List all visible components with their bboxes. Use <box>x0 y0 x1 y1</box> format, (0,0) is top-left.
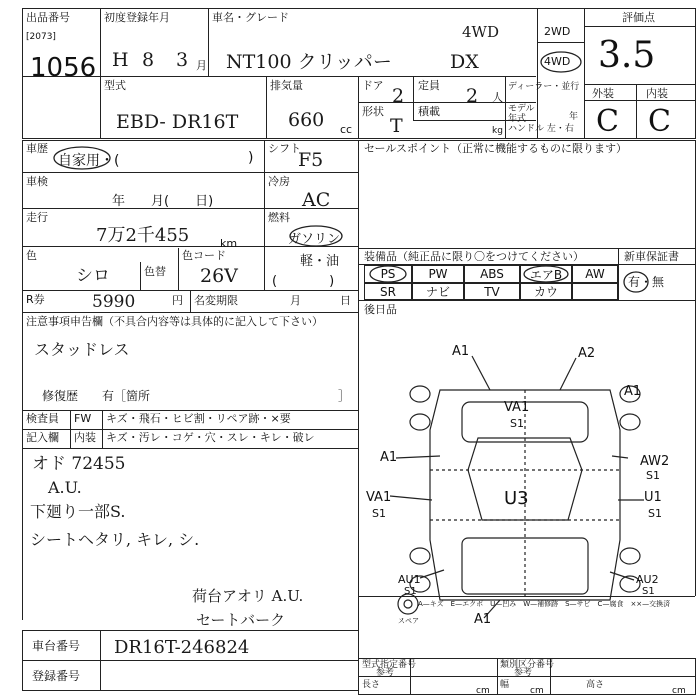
mark-rear-left: AU1 <box>398 573 421 586</box>
doors-label: ドア <box>362 79 384 92</box>
month-unit: 月 <box>196 59 207 72</box>
sales-point-label: セールスポイント（正常に機能するものに限ります） <box>364 142 628 155</box>
reference-label-1: 参考 <box>376 668 395 678</box>
two-wd-label: 2WD <box>544 25 571 38</box>
shift: F5 <box>298 149 324 171</box>
shape: T <box>390 115 403 137</box>
yen-unit: 円 <box>172 294 183 307</box>
remark-au: A.U. <box>48 478 82 497</box>
repair-history: 修復歴 有［箇所 <box>42 389 151 403</box>
deadline-day: 日 <box>340 294 351 307</box>
notes-value: スタッドレス <box>34 340 130 359</box>
shift-label: シフト <box>268 142 301 155</box>
exterior-marks: キズ・飛石・ヒビ割・リペア跡・×要 <box>106 412 291 425</box>
reference-label-2: 参考 <box>514 668 533 678</box>
inspection-fields: 年 月( 日) <box>112 194 214 209</box>
deadline-month: 月 <box>290 294 301 307</box>
kg-unit: kg <box>492 126 503 136</box>
inspection-label: 車検 <box>26 175 48 188</box>
shade-label: 色替 <box>144 265 166 278</box>
mark-rear-left-s1: S1 <box>404 586 417 597</box>
capacity: 2 <box>466 85 479 107</box>
equip-navi: ナビ <box>412 283 464 300</box>
fuel-gasoline: ガソリン <box>288 232 341 247</box>
displacement: 660 <box>288 109 325 131</box>
cc-unit: cc <box>340 123 353 136</box>
handle-label: ハンドル 左・右 <box>508 124 574 134</box>
length-label: 長さ <box>362 680 381 690</box>
four-wd-label: 4WD <box>544 55 571 68</box>
lot-number-label: 出品番号 <box>26 11 70 24</box>
mark-roof-s1: S1 <box>510 417 524 430</box>
mark-right-side: U1 <box>644 490 662 505</box>
equip-abs: ABS <box>464 265 520 283</box>
mark-fender-right: A1 <box>624 384 642 399</box>
model-year-label: モデル年式 <box>508 104 535 124</box>
remark-underbody: 下廻り一部S. <box>30 502 126 521</box>
mark-front-left: A1 <box>452 344 470 359</box>
load-label: 積載 <box>418 105 440 118</box>
capacity-label: 定員 <box>418 79 440 92</box>
exterior-label: 外装 <box>592 87 614 100</box>
interior-field-label: 内装 <box>74 431 96 444</box>
interior-grade: C <box>648 104 671 139</box>
recycle-label: R券 <box>26 293 45 306</box>
mark-rear: A1 <box>474 612 492 627</box>
model-code-label: 型式 <box>104 79 126 92</box>
color-code-label: 色コード <box>182 249 226 262</box>
km-unit: km <box>220 237 238 250</box>
interior-label: 内装 <box>646 87 668 100</box>
height-label: 高さ <box>586 680 605 690</box>
car-name-label: 車名・グレード <box>212 11 289 24</box>
equip-airbag: エアB <box>520 265 572 283</box>
equip-aw: AW <box>572 265 618 283</box>
history-close: ) <box>248 150 254 166</box>
equip-ps: PS <box>364 265 412 283</box>
mark-right-door: AW2 <box>640 454 670 469</box>
width-unit: cm <box>530 686 544 696</box>
repair-close: ］ <box>338 389 351 403</box>
mark-bed-u3: U3 <box>504 488 529 509</box>
equip-pw: PW <box>412 265 464 283</box>
drive-type: 4WD <box>462 23 499 41</box>
fuel-other: ( ) <box>272 274 335 289</box>
color-code: 26V <box>200 265 238 287</box>
mark-rear-right-s1: S1 <box>642 586 655 597</box>
equip-sr: SR <box>364 283 412 300</box>
category-label: 類別区分番号 <box>500 660 555 670</box>
recycle-fee: 5990 <box>92 292 136 312</box>
chassis-number: DR16T-246824 <box>114 637 250 658</box>
remark-bed-gate: 荷台アオリ A.U. <box>192 587 304 605</box>
aircon-label: 冷房 <box>268 175 290 188</box>
mark-front-right: A2 <box>578 346 596 361</box>
grade: DX <box>450 51 479 73</box>
dealer-label: ディーラー・並行 <box>508 82 580 92</box>
warranty-label: 新車保証書 <box>624 250 679 263</box>
deadline-label: 名変期限 <box>194 294 238 307</box>
mark-right-side-s1: S1 <box>648 507 662 520</box>
inspector-label: 検査員 <box>26 412 59 425</box>
history-value: 自家用・( <box>58 153 120 169</box>
lot-sub-code: [2073] <box>26 32 56 42</box>
person-unit: 人 <box>492 91 503 104</box>
equip-cow: カウ <box>520 283 572 300</box>
mark-roof: VA1 <box>504 400 530 415</box>
lot-number: 1056 <box>30 53 97 83</box>
mark-left-door: A1 <box>380 450 398 465</box>
equip-tv: TV <box>464 283 520 300</box>
first-registration-label: 初度登録年月 <box>104 11 170 24</box>
mark-right-door-s1: S1 <box>646 469 660 482</box>
remark-setback: セートバーク <box>196 611 286 629</box>
fuel-label: 燃料 <box>268 211 290 224</box>
color-label: 色 <box>26 249 37 262</box>
spare-label: スペア <box>398 617 419 625</box>
notes-label: 注意事項申告欄（不具合内容等は具体的に記入して下さい） <box>26 315 323 328</box>
chassis-label: 車台番号 <box>32 639 81 653</box>
shape-label: 形状 <box>362 105 384 118</box>
mileage: 7万2千455 <box>96 225 190 246</box>
damage-code-legend: A—キズ E—エクボ U—凹み W—補修跡 S—サビ C—腐食 ××—交換済 <box>418 600 671 608</box>
equipment-label: 装備品（純正品に限り〇をつけてください） <box>364 250 584 263</box>
displacement-label: 排気量 <box>270 79 303 92</box>
width-label: 幅 <box>500 680 510 690</box>
mileage-label: 走行 <box>26 211 48 224</box>
type-designation-label: 型式指定番号 <box>362 660 417 670</box>
year-unit: 年 <box>569 112 579 122</box>
registration-number-label: 登録番号 <box>32 669 81 683</box>
registration-year: 8 <box>142 49 155 71</box>
length-unit: cm <box>476 686 490 696</box>
registration-month: 3 <box>176 49 189 71</box>
warranty-value: 有・無 <box>628 275 665 289</box>
mark-left-side: VA1 <box>366 490 392 505</box>
height-unit: cm <box>672 686 686 696</box>
fuel-diesel: 軽・油 <box>300 254 340 269</box>
entry-label: 記入欄 <box>26 431 59 444</box>
car-name: NT100 クリッパー <box>226 51 392 73</box>
exterior-grade: C <box>596 104 619 139</box>
evaluation-score: 3.5 <box>598 35 656 76</box>
aircon: AC <box>302 189 331 211</box>
remark-seat: シートヘタリ, キレ, シ. <box>30 530 200 549</box>
fw-label: FW <box>74 412 92 425</box>
registration-era: H <box>112 49 129 71</box>
later-items-label: 後日品 <box>364 303 397 316</box>
mark-left-side-s1: S1 <box>372 507 386 520</box>
color: シロ <box>76 266 110 286</box>
score-label: 評価点 <box>622 11 655 24</box>
model-code: EBD- DR16T <box>116 111 239 133</box>
doors: 2 <box>392 85 405 107</box>
interior-marks: キズ・汚レ・コゲ・穴・スレ・キレ・破レ <box>106 431 315 444</box>
remark-odo: オド 72455 <box>32 454 126 474</box>
history-label: 車歴 <box>26 142 48 155</box>
mark-rear-right: AU2 <box>636 573 659 586</box>
